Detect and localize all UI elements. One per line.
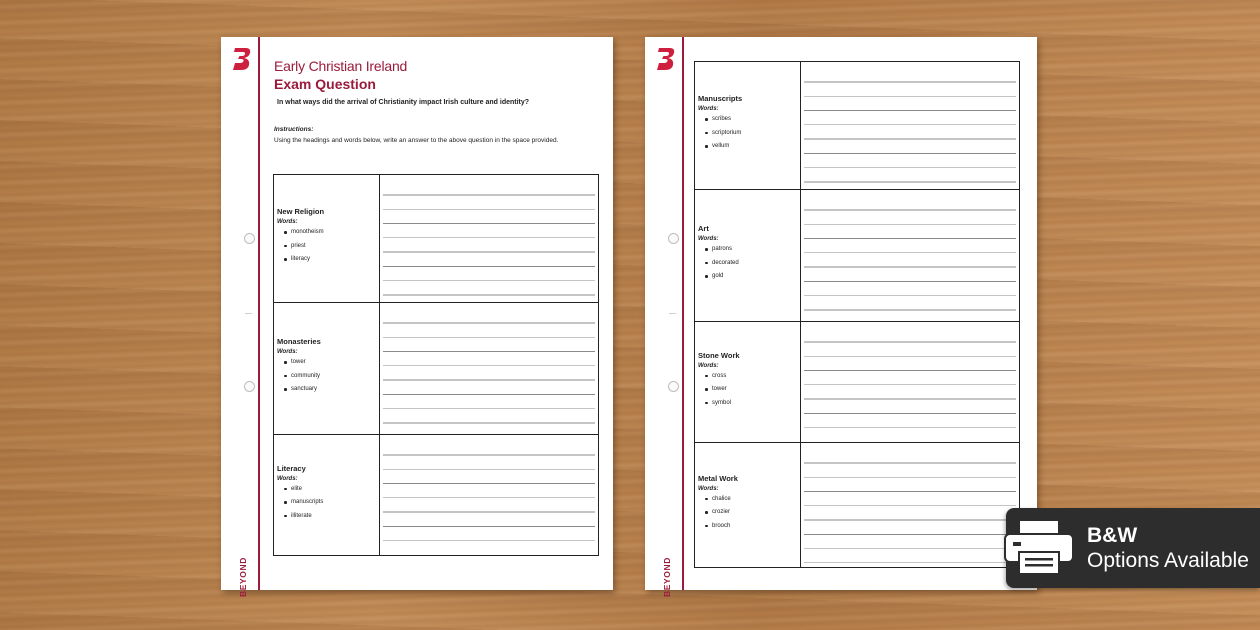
- word-item: cross: [698, 373, 797, 379]
- word-item: patrons: [698, 246, 797, 252]
- answer-row: [274, 435, 598, 555]
- exam-question: In what ways did the arrival of Christianity impact Irish culture and identity?: [277, 99, 530, 106]
- word-item: symbol: [698, 400, 797, 406]
- word-item: brooch: [698, 523, 797, 529]
- word-item: community: [277, 373, 376, 379]
- answer-space[interactable]: [801, 62, 1019, 189]
- writing-lines: [804, 68, 1016, 185]
- answer-row: [695, 62, 1019, 190]
- page-subtitle: Exam Question: [274, 76, 376, 92]
- prompt-cell: [695, 190, 801, 321]
- margin-line: [258, 37, 260, 590]
- writing-lines: [383, 309, 595, 430]
- answer-row: [695, 190, 1019, 322]
- answer-row: [695, 443, 1019, 567]
- margin-line: [682, 37, 684, 590]
- prompt-cell: [695, 443, 801, 567]
- beyond-logo-icon: [655, 46, 677, 72]
- words-label: Words:: [698, 236, 719, 243]
- word-item: sanctuary: [277, 386, 376, 392]
- punch-hole: [244, 233, 255, 244]
- prompt-cell: [274, 303, 380, 434]
- answer-space[interactable]: [801, 322, 1019, 442]
- word-item: tower: [277, 359, 376, 365]
- writing-lines: [804, 328, 1016, 438]
- word-item: manuscripts: [277, 499, 376, 505]
- writing-lines: [383, 181, 595, 298]
- answer-row: [274, 175, 598, 303]
- section-heading: Stone Work: [698, 350, 740, 360]
- answer-space[interactable]: [801, 190, 1019, 321]
- section-heading: Art: [698, 224, 709, 234]
- word-item: gold: [698, 273, 797, 279]
- words-label: Words:: [277, 219, 298, 226]
- word-item: literacy: [277, 256, 376, 262]
- writing-lines: [804, 449, 1016, 563]
- writing-lines: [383, 441, 595, 551]
- answer-space[interactable]: [380, 435, 598, 555]
- section-heading: New Religion: [277, 207, 325, 217]
- punch-hole: [668, 233, 679, 244]
- answer-space[interactable]: [801, 443, 1019, 567]
- prompt-cell: [695, 62, 801, 189]
- printer-icon: [1001, 516, 1077, 578]
- word-item: tower: [698, 386, 797, 392]
- words-label: Words:: [698, 106, 719, 113]
- section-heading: Manuscripts: [698, 94, 743, 104]
- badge-subtitle: Options Available: [1087, 549, 1249, 572]
- section-heading: Metal Work: [698, 473, 738, 483]
- words-label: Words:: [698, 485, 719, 492]
- word-item: monotheism: [277, 229, 376, 235]
- answer-grid: [273, 174, 599, 556]
- prompt-cell: [274, 175, 380, 302]
- answer-row: [695, 322, 1019, 443]
- answer-grid: [694, 61, 1020, 568]
- writing-lines: [804, 196, 1016, 317]
- punch-hole: [244, 381, 255, 392]
- prompt-cell: [695, 322, 801, 442]
- answer-row: [274, 303, 598, 435]
- word-item: scribes: [698, 116, 797, 122]
- word-item: priest: [277, 243, 376, 249]
- fold-mark: [669, 313, 676, 314]
- fold-mark: [245, 313, 252, 314]
- beyond-logo-icon: [231, 46, 253, 72]
- section-heading: Literacy: [277, 463, 306, 473]
- answer-space[interactable]: [380, 303, 598, 434]
- page-title: Early Christian Ireland: [274, 58, 408, 74]
- brand-label: BEYOND: [238, 557, 248, 597]
- words-label: Words:: [698, 362, 719, 369]
- instructions-heading: Instructions:: [274, 126, 314, 133]
- word-item: illiterate: [277, 513, 376, 519]
- worksheet-page-1: [221, 37, 613, 597]
- word-item: vellum: [698, 143, 797, 149]
- instructions-text: Using the headings and words below, write an answer to the above question in the space provided.: [274, 137, 559, 144]
- brand-label: BEYOND: [662, 557, 672, 597]
- punch-hole: [668, 381, 679, 392]
- words-label: Words:: [277, 349, 298, 356]
- worksheet-page-2: [645, 37, 1037, 597]
- prompt-cell: [274, 435, 380, 555]
- word-item: elite: [277, 486, 376, 492]
- answer-space[interactable]: [380, 175, 598, 302]
- badge-title: B&W: [1087, 524, 1138, 547]
- word-item: scriptorium: [698, 130, 797, 136]
- word-item: crozier: [698, 509, 797, 515]
- section-heading: Monasteries: [277, 337, 321, 347]
- word-item: chalice: [698, 496, 797, 502]
- word-item: decorated: [698, 260, 797, 266]
- words-label: Words:: [277, 475, 298, 482]
